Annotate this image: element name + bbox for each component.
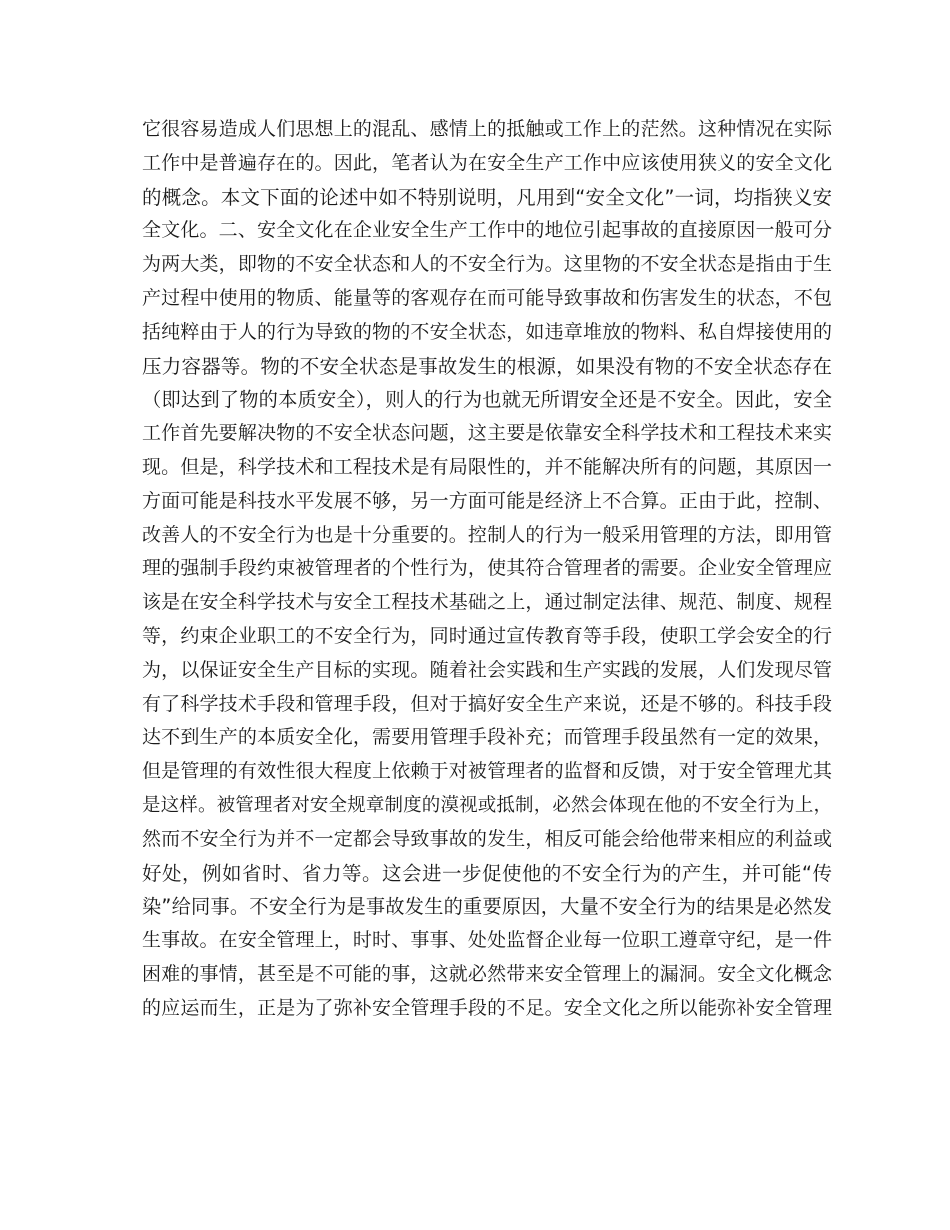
- text-line: 压力容器等。物的不安全状态是事故发生的根源，如果没有物的不安全状态存在: [142, 354, 832, 378]
- text-line: 的概念。本文下面的论述中如不特别说明，凡用到“安全文化”一词，均指狭义安: [142, 185, 832, 209]
- text-line: 然而不安全行为并不一定都会导致事故的发生，相反可能会给他带来相应的利益或: [142, 827, 832, 850]
- text-line: 括纯粹由于人的行为导致的物的不安全状态，如违章堆放的物料、私自焊接使用的: [142, 320, 832, 343]
- text-line: 是这样。被管理者对安全规章制度的漠视或抵制，必然会体现在他的不安全行为上，: [142, 794, 832, 816]
- text-line: 它很容易造成人们思想上的混乱、感情上的抵触或工作上的茫然。这种情况在实际: [142, 118, 832, 140]
- text-line: 为两大类，即物的不安全状态和人的不安全行为。这里物的不安全状态是指由于生: [142, 253, 832, 276]
- text-line: 现。但是，科学技术和工程技术是有局限性的，并不能解决所有的问题，其原因一: [142, 455, 832, 478]
- text-line: 方面可能是科技水平发展不够，另一方面可能是经济上不合算。正由于此，控制、: [142, 489, 832, 512]
- text-line: 染”给同事。不安全行为是事故发生的重要原因，大量不安全行为的结果是必然发: [142, 895, 832, 919]
- text-line: 生事故。在安全管理上，时时、事事、处处监督企业每一位职工遵章守纪，是一件: [142, 929, 832, 952]
- text-line: 有了科学技术手段和管理手段，但对于搞好安全生产来说，还是不够的。科技手段: [142, 692, 832, 715]
- text-line: 工作首先要解决物的不安全状态问题，这主要是依靠安全科学技术和工程技术来实: [142, 422, 832, 445]
- text-line: 该是在安全科学技术与安全工程技术基础之上，通过制定法律、规范、制度、规程: [142, 591, 832, 614]
- text-line: 理的强制手段约束被管理者的个性行为，使其符合管理者的需要。企业安全管理应: [142, 557, 832, 580]
- text-line: 达不到生产的本质安全化，需要用管理手段补充；而管理手段虽然有一定的效果，: [142, 726, 832, 749]
- text-line: 全文化。二、安全文化在企业安全生产工作中的地位引起事故的直接原因一般可分: [142, 219, 832, 242]
- text-line: 工作中是普遍存在的。因此，笔者认为在安全生产工作中应该使用狭义的安全文化: [142, 151, 832, 174]
- text-line: 困难的事情，甚至是不可能的事，这就必然带来安全管理上的漏洞。安全文化概念: [142, 962, 832, 985]
- text-line: 改善人的不安全行为也是十分重要的。控制人的行为一般采用管理的方法，即用管: [142, 523, 832, 546]
- text-line: 好处，例如省时、省力等。这会进一步促使他的不安全行为的产生，并可能“传: [142, 861, 832, 885]
- text-line: （即达到了物的本质安全），则人的行为也就无所谓安全还是不安全。因此，安全: [142, 388, 832, 412]
- text-line: 但是管理的有效性很大程度上依赖于对被管理者的监督和反馈，对于安全管理尤其: [142, 760, 832, 783]
- text-line: 产过程中使用的物质、能量等的客观存在而可能导致事故和伤害发生的状态，不包: [142, 286, 832, 309]
- body-paragraph: [142, 113, 832, 1026]
- text-line: 为，以保证安全生产目标的实现。随着社会实践和生产实践的发展，人们发现尽管: [142, 658, 832, 681]
- text-line: 的应运而生，正是为了弥补安全管理手段的不足。安全文化之所以能弥补安全管理: [142, 996, 832, 1019]
- text-line: 等，约束企业职工的不安全行为，同时通过宣传教育等手段，使职工学会安全的行: [142, 624, 832, 647]
